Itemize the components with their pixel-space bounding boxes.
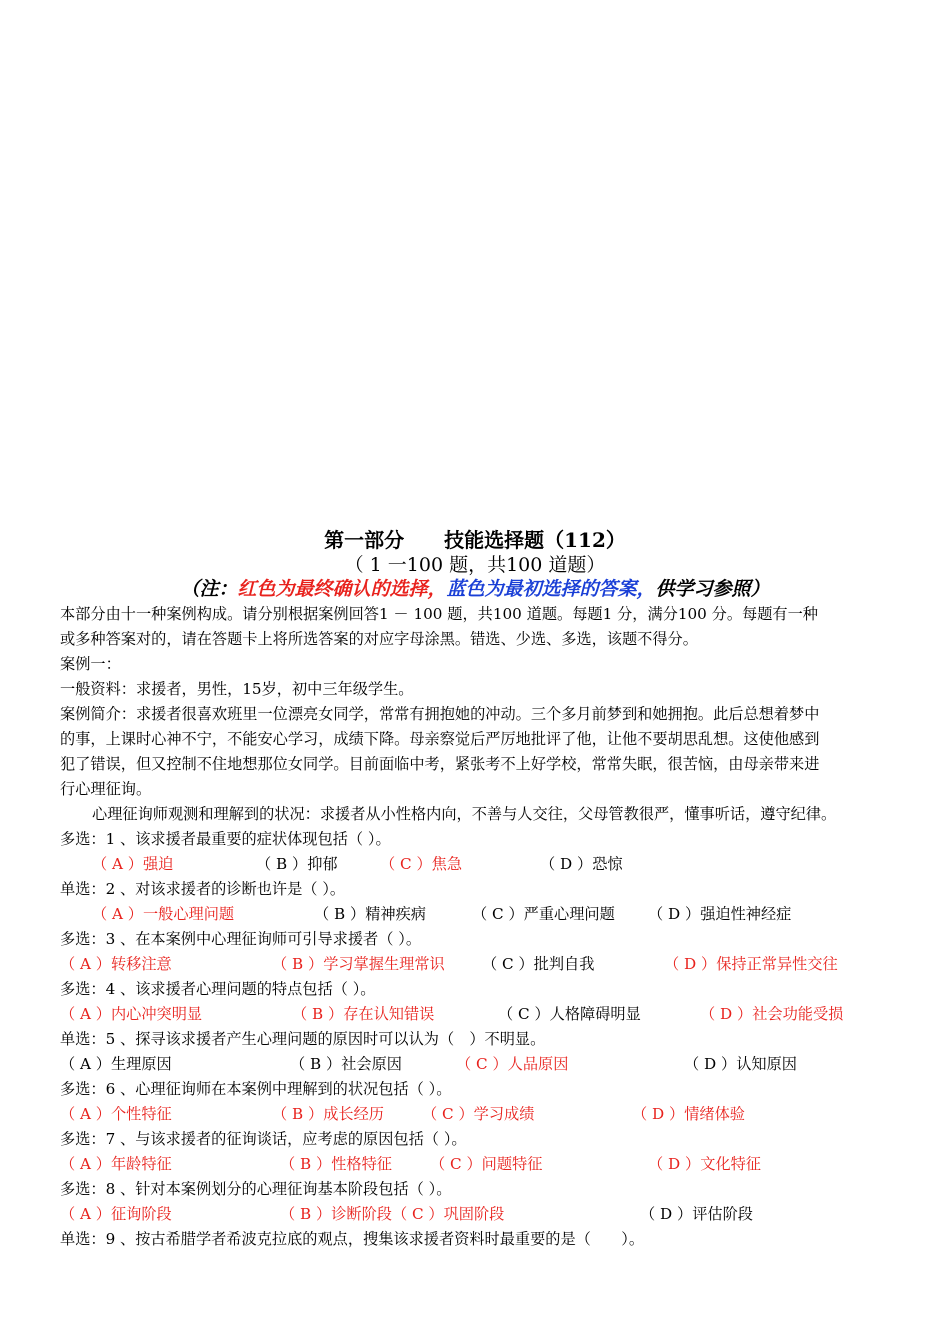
question-stem: 单选：9 、按古希腊学者希波克拉底的观点，搜集该求援者资料时最重要的是（ ）。: [60, 1230, 645, 1248]
general-info: 一般资料：求援者，男性，15岁，初中三年级学生。: [60, 680, 414, 698]
section-title: 第一部分 技能选择题（112）: [324, 528, 626, 552]
option-d: （ D ）情绪体验: [632, 1105, 745, 1123]
intro-line: 本部分由十一种案例构成。请分别根据案例回答1 － 100 题，共100 道题。每题1 分，满分100 分。每题有一种: [60, 605, 818, 623]
note-prefix: （注：: [180, 578, 238, 600]
option-a: （ A ）内心冲突明显: [60, 1005, 203, 1023]
option-a: （ A ）个性特征: [60, 1105, 172, 1123]
option-a: （ A ）转移注意: [60, 955, 172, 973]
question-stem: 单选：2 、对该求援者的诊断也许是（ ）。: [60, 880, 346, 898]
note-suffix: 供学习参照）: [655, 578, 770, 600]
option-d: （ D ）保持正常异性交往: [664, 955, 838, 973]
option-a: （ A ）强迫: [92, 855, 174, 873]
option-d: （ D ）认知原因: [684, 1055, 797, 1073]
option-d: （ D ）强迫性神经症: [648, 905, 792, 923]
option-d: （ D ）文化特征: [648, 1155, 761, 1173]
answer-color-note: [0, 577, 950, 601]
note-blue-text: 蓝色为最初选择的答案，: [446, 578, 656, 600]
note-red-text: 红色为最终确认的选择，: [237, 578, 447, 600]
case-summary-line: 犯了错误，但又控制不住地想那位女同学。目前面临中考，紧张考不上好学校，常常失眠，很苦恼，由母亲带来进: [60, 755, 820, 773]
option-b: （ B ）精神疾病: [314, 905, 426, 923]
question-stem: 多选：7 、与该求援者的征询谈话，应考虑的原因包括（ ）。: [60, 1130, 467, 1148]
option-c: （ C ）严重心理问题: [472, 905, 615, 923]
option-c: （ C ）人品原因: [456, 1055, 569, 1073]
option-c: （ C ）问题特征: [430, 1155, 543, 1173]
option-c: （ C ）人格障碍明显: [498, 1005, 641, 1023]
case-summary-line: 行心理征询。: [60, 780, 152, 798]
option-b: （ B ）存在认知错误: [292, 1005, 435, 1023]
option-b: （ B ）抑郁: [256, 855, 338, 873]
option-a: （ A ）生理原因: [60, 1055, 172, 1073]
option-b-c: （ B ）诊断阶段（ C ）巩固阶段: [280, 1205, 505, 1223]
option-b: （ B ）社会原因: [290, 1055, 402, 1073]
question-stem: 多选：1 、该求援者最重要的症状体现包括（ ）。: [60, 830, 391, 848]
option-b: （ B ）学习掌握生理常识: [272, 955, 445, 973]
question-stem: 多选：6 、心理征询师在本案例中理解到的状况包括（ ）。: [60, 1080, 452, 1098]
option-a: （ A ）征询阶段: [60, 1205, 172, 1223]
case-summary-line: 的事，上课时心神不宁，不能安心学习，成绩下降。母亲察觉后严厉地批评了他，让他不要胡思乱想。这使他感到: [60, 730, 820, 748]
observation-text: 心理征询师观测和理解到的状况：求援者从小性格内向，不善与人交往，父母管教很严，懂事听话，遵守纪律。: [92, 805, 837, 823]
case-heading: 案例一：: [60, 655, 121, 673]
option-c: （ C ）学习成绩: [422, 1105, 535, 1123]
intro-line: 或多种答案对的，请在答题卡上将所选答案的对应字母涂黑。错选、少选、多选，该题不得分。: [60, 630, 698, 648]
question-stem: 多选：8 、针对本案例划分的心理征询基本阶段包括（ ）。: [60, 1180, 452, 1198]
case-summary-line: 案例简介：求援者很喜欢班里一位漂亮女同学，常常有拥抱她的冲动。三个多月前梦到和她拥抱。此后总想着梦中: [60, 705, 820, 723]
option-a: （ A ）一般心理问题: [92, 905, 235, 923]
option-c: （ C ）焦急: [380, 855, 463, 873]
question-stem: 多选：3 、在本案例中心理征询师可引导求援者（ ）。: [60, 930, 422, 948]
option-b: （ B ）性格特征: [280, 1155, 392, 1173]
option-c: （ C ）批判自我: [482, 955, 595, 973]
question-stem: 多选：4 、该求援者心理问题的特点包括（ ）。: [60, 980, 376, 998]
question-stem: 单选：5 、探寻该求援者产生心理问题的原因时可以认为（ ）不明显。: [60, 1030, 546, 1048]
question-range: （ 1 一100 题，共100 道题）: [344, 554, 606, 576]
option-d: （ D ）社会功能受损: [700, 1005, 844, 1023]
option-a: （ A ）年龄特征: [60, 1155, 172, 1173]
option-d: （ D ）恐惊: [540, 855, 623, 873]
option-b: （ B ）成长经历: [272, 1105, 384, 1123]
option-d: （ D ）评估阶段: [640, 1205, 753, 1223]
